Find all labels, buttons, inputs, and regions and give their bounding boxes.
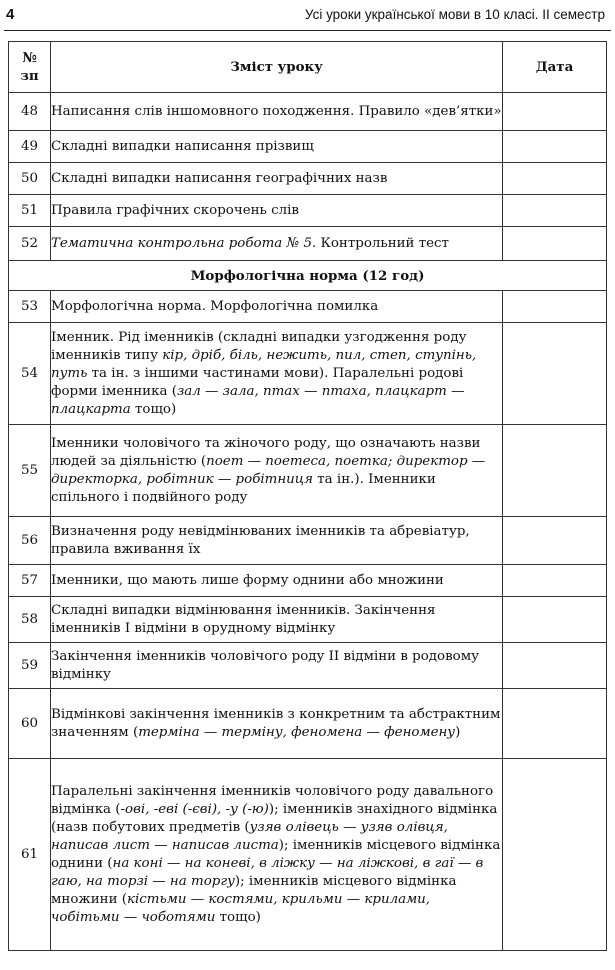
running-title: Усі уроки української мови в 10 класі. ІІ семестр bbox=[304, 7, 605, 22]
column-header-content: Зміст уроку bbox=[51, 42, 503, 93]
lesson-text: Складні випадки написання прізвищ bbox=[51, 138, 314, 154]
lesson-number: 49 bbox=[9, 131, 51, 163]
lesson-number: 59 bbox=[9, 643, 51, 689]
lesson-text: Закінчення іменників чоловічого роду ІІ відміни в родовому відмінку bbox=[51, 648, 479, 682]
lesson-text: Паралельні закінчення іменників чоловічого роду давального відмінка ( bbox=[51, 783, 494, 817]
lesson-number: 51 bbox=[9, 195, 51, 227]
lesson-text: Іменники чоловічого та жіночого роду, що означають назви людей за діяльністю ( bbox=[51, 435, 481, 469]
table-row bbox=[9, 759, 607, 951]
lesson-number: 61 bbox=[9, 759, 51, 951]
lesson-date-cell bbox=[503, 131, 607, 163]
lesson-content bbox=[51, 227, 503, 261]
table-row bbox=[9, 195, 607, 227]
lesson-text: Іменники, що мають лише форму однини або множини bbox=[51, 572, 444, 588]
lesson-content bbox=[51, 93, 503, 131]
lesson-text: ) bbox=[455, 724, 461, 740]
lesson-number: 60 bbox=[9, 689, 51, 759]
lesson-date-cell bbox=[503, 291, 607, 323]
lesson-date-cell bbox=[503, 689, 607, 759]
table-row bbox=[9, 565, 607, 597]
lesson-number: 53 bbox=[9, 291, 51, 323]
lesson-content bbox=[51, 425, 503, 517]
lesson-date-cell bbox=[503, 227, 607, 261]
table-row bbox=[9, 643, 607, 689]
lesson-date-cell bbox=[503, 565, 607, 597]
lesson-text: та ін.). Іменники спільного і подвійного роду bbox=[51, 471, 436, 505]
table-row bbox=[9, 689, 607, 759]
lesson-text: Морфологічна норма. Морфологічна помилка bbox=[51, 298, 379, 314]
lesson-example-text: кістьми — костями, крильми — крилами, чобітьми — чоботями bbox=[51, 891, 431, 925]
lesson-text: Написання слів іншомовного походження. Правило «дев’ятки» bbox=[51, 103, 502, 119]
lesson-example-text: зал — зала, птах — птаха, плацкарт — плацкарта bbox=[51, 383, 465, 417]
table-row bbox=[9, 597, 607, 643]
lesson-date-cell bbox=[503, 643, 607, 689]
section-row bbox=[9, 261, 607, 291]
column-header-number-line1: № bbox=[22, 50, 37, 66]
header-rule bbox=[4, 30, 611, 31]
lesson-date-cell bbox=[503, 597, 607, 643]
lesson-plan-table bbox=[8, 41, 607, 951]
lesson-number: 48 bbox=[9, 93, 51, 131]
lesson-number: 52 bbox=[9, 227, 51, 261]
lesson-text: Складні випадки написання географічних назв bbox=[51, 170, 388, 186]
table-row bbox=[9, 227, 607, 261]
table-row bbox=[9, 93, 607, 131]
lesson-text: ); іменників місцевого відмінка множини ( bbox=[51, 873, 457, 907]
lesson-text: ); іменників місцевого відмінка однини ( bbox=[51, 837, 501, 871]
lesson-content bbox=[51, 689, 503, 759]
lesson-content bbox=[51, 643, 503, 689]
lesson-date-cell bbox=[503, 195, 607, 227]
lesson-number: 57 bbox=[9, 565, 51, 597]
lesson-date-cell bbox=[503, 163, 607, 195]
table-row bbox=[9, 323, 607, 425]
table-row bbox=[9, 131, 607, 163]
lesson-date-cell bbox=[503, 517, 607, 565]
lesson-text: Контрольний тест bbox=[316, 235, 449, 251]
lesson-text: Відмінкові закінчення іменників з конкретним та абстрактним значенням ( bbox=[51, 706, 501, 740]
lesson-text: ); іменників знахідного відмінка (назв побутових предметів ( bbox=[51, 801, 498, 835]
table-row bbox=[9, 291, 607, 323]
lesson-number: 54 bbox=[9, 323, 51, 425]
page-header bbox=[0, 0, 615, 30]
column-header-number-line2: зп bbox=[20, 68, 39, 84]
lesson-number: 50 bbox=[9, 163, 51, 195]
lesson-date-cell bbox=[503, 93, 607, 131]
lesson-text: Складні випадки відмінювання іменників. Закінчення іменників І відміни в орудному відмінку bbox=[51, 602, 436, 636]
lesson-number: 55 bbox=[9, 425, 51, 517]
table-row bbox=[9, 517, 607, 565]
section-title: Морфологічна норма (12 год) bbox=[9, 261, 607, 291]
lesson-text: тощо) bbox=[215, 909, 261, 925]
lesson-text: Визначення роду невідмінюваних іменників та абревіатур, правила вживання їх bbox=[51, 523, 470, 557]
lesson-content bbox=[51, 195, 503, 227]
lesson-italic-text: Тематична контрольна робота № 5. bbox=[51, 235, 317, 251]
lesson-example-text: поет — поетеса, поетка; директор — директорка, робітник — робітниця bbox=[51, 453, 486, 487]
lesson-content bbox=[51, 597, 503, 643]
lesson-content bbox=[51, 759, 503, 951]
lesson-content bbox=[51, 323, 503, 425]
table-body bbox=[9, 93, 607, 951]
column-header-date: Дата bbox=[503, 42, 607, 93]
lesson-number: 56 bbox=[9, 517, 51, 565]
lesson-content bbox=[51, 565, 503, 597]
lesson-date-cell bbox=[503, 323, 607, 425]
column-header-number bbox=[9, 42, 51, 93]
lesson-text: тощо) bbox=[130, 401, 177, 417]
lesson-date-cell bbox=[503, 759, 607, 951]
lesson-date-cell bbox=[503, 425, 607, 517]
lesson-content bbox=[51, 131, 503, 163]
lesson-text: Іменник. Рід іменників (складні випадки узгодження роду іменників типу bbox=[51, 329, 467, 363]
lesson-example-text: на коні — на коневі, в ліжку — на ліжкові, в гаї — в гаю, на торзі — на торгу bbox=[51, 855, 484, 889]
lesson-text: та ін. з іншими частинами мови). Паралельні родові форми іменника ( bbox=[51, 365, 464, 399]
table-header-row bbox=[9, 42, 607, 93]
lesson-example-text: -ові, -еві (-єві), -у (-ю) bbox=[120, 801, 269, 817]
lesson-content bbox=[51, 291, 503, 323]
lesson-example-text: терміна — терміну, феномена — феномену bbox=[138, 724, 456, 740]
lesson-example-text: узяв олівець — узяв олівця, написав лист — написав листа bbox=[51, 819, 448, 853]
lesson-content bbox=[51, 517, 503, 565]
table-row bbox=[9, 425, 607, 517]
table-row bbox=[9, 163, 607, 195]
page-number: 4 bbox=[6, 6, 15, 23]
lesson-number: 58 bbox=[9, 597, 51, 643]
lesson-content bbox=[51, 163, 503, 195]
lesson-text: Правила графічних скорочень слів bbox=[51, 202, 299, 218]
lesson-example-text: кір, дріб, біль, нежить, пил, степ, ступінь, путь bbox=[51, 347, 477, 381]
